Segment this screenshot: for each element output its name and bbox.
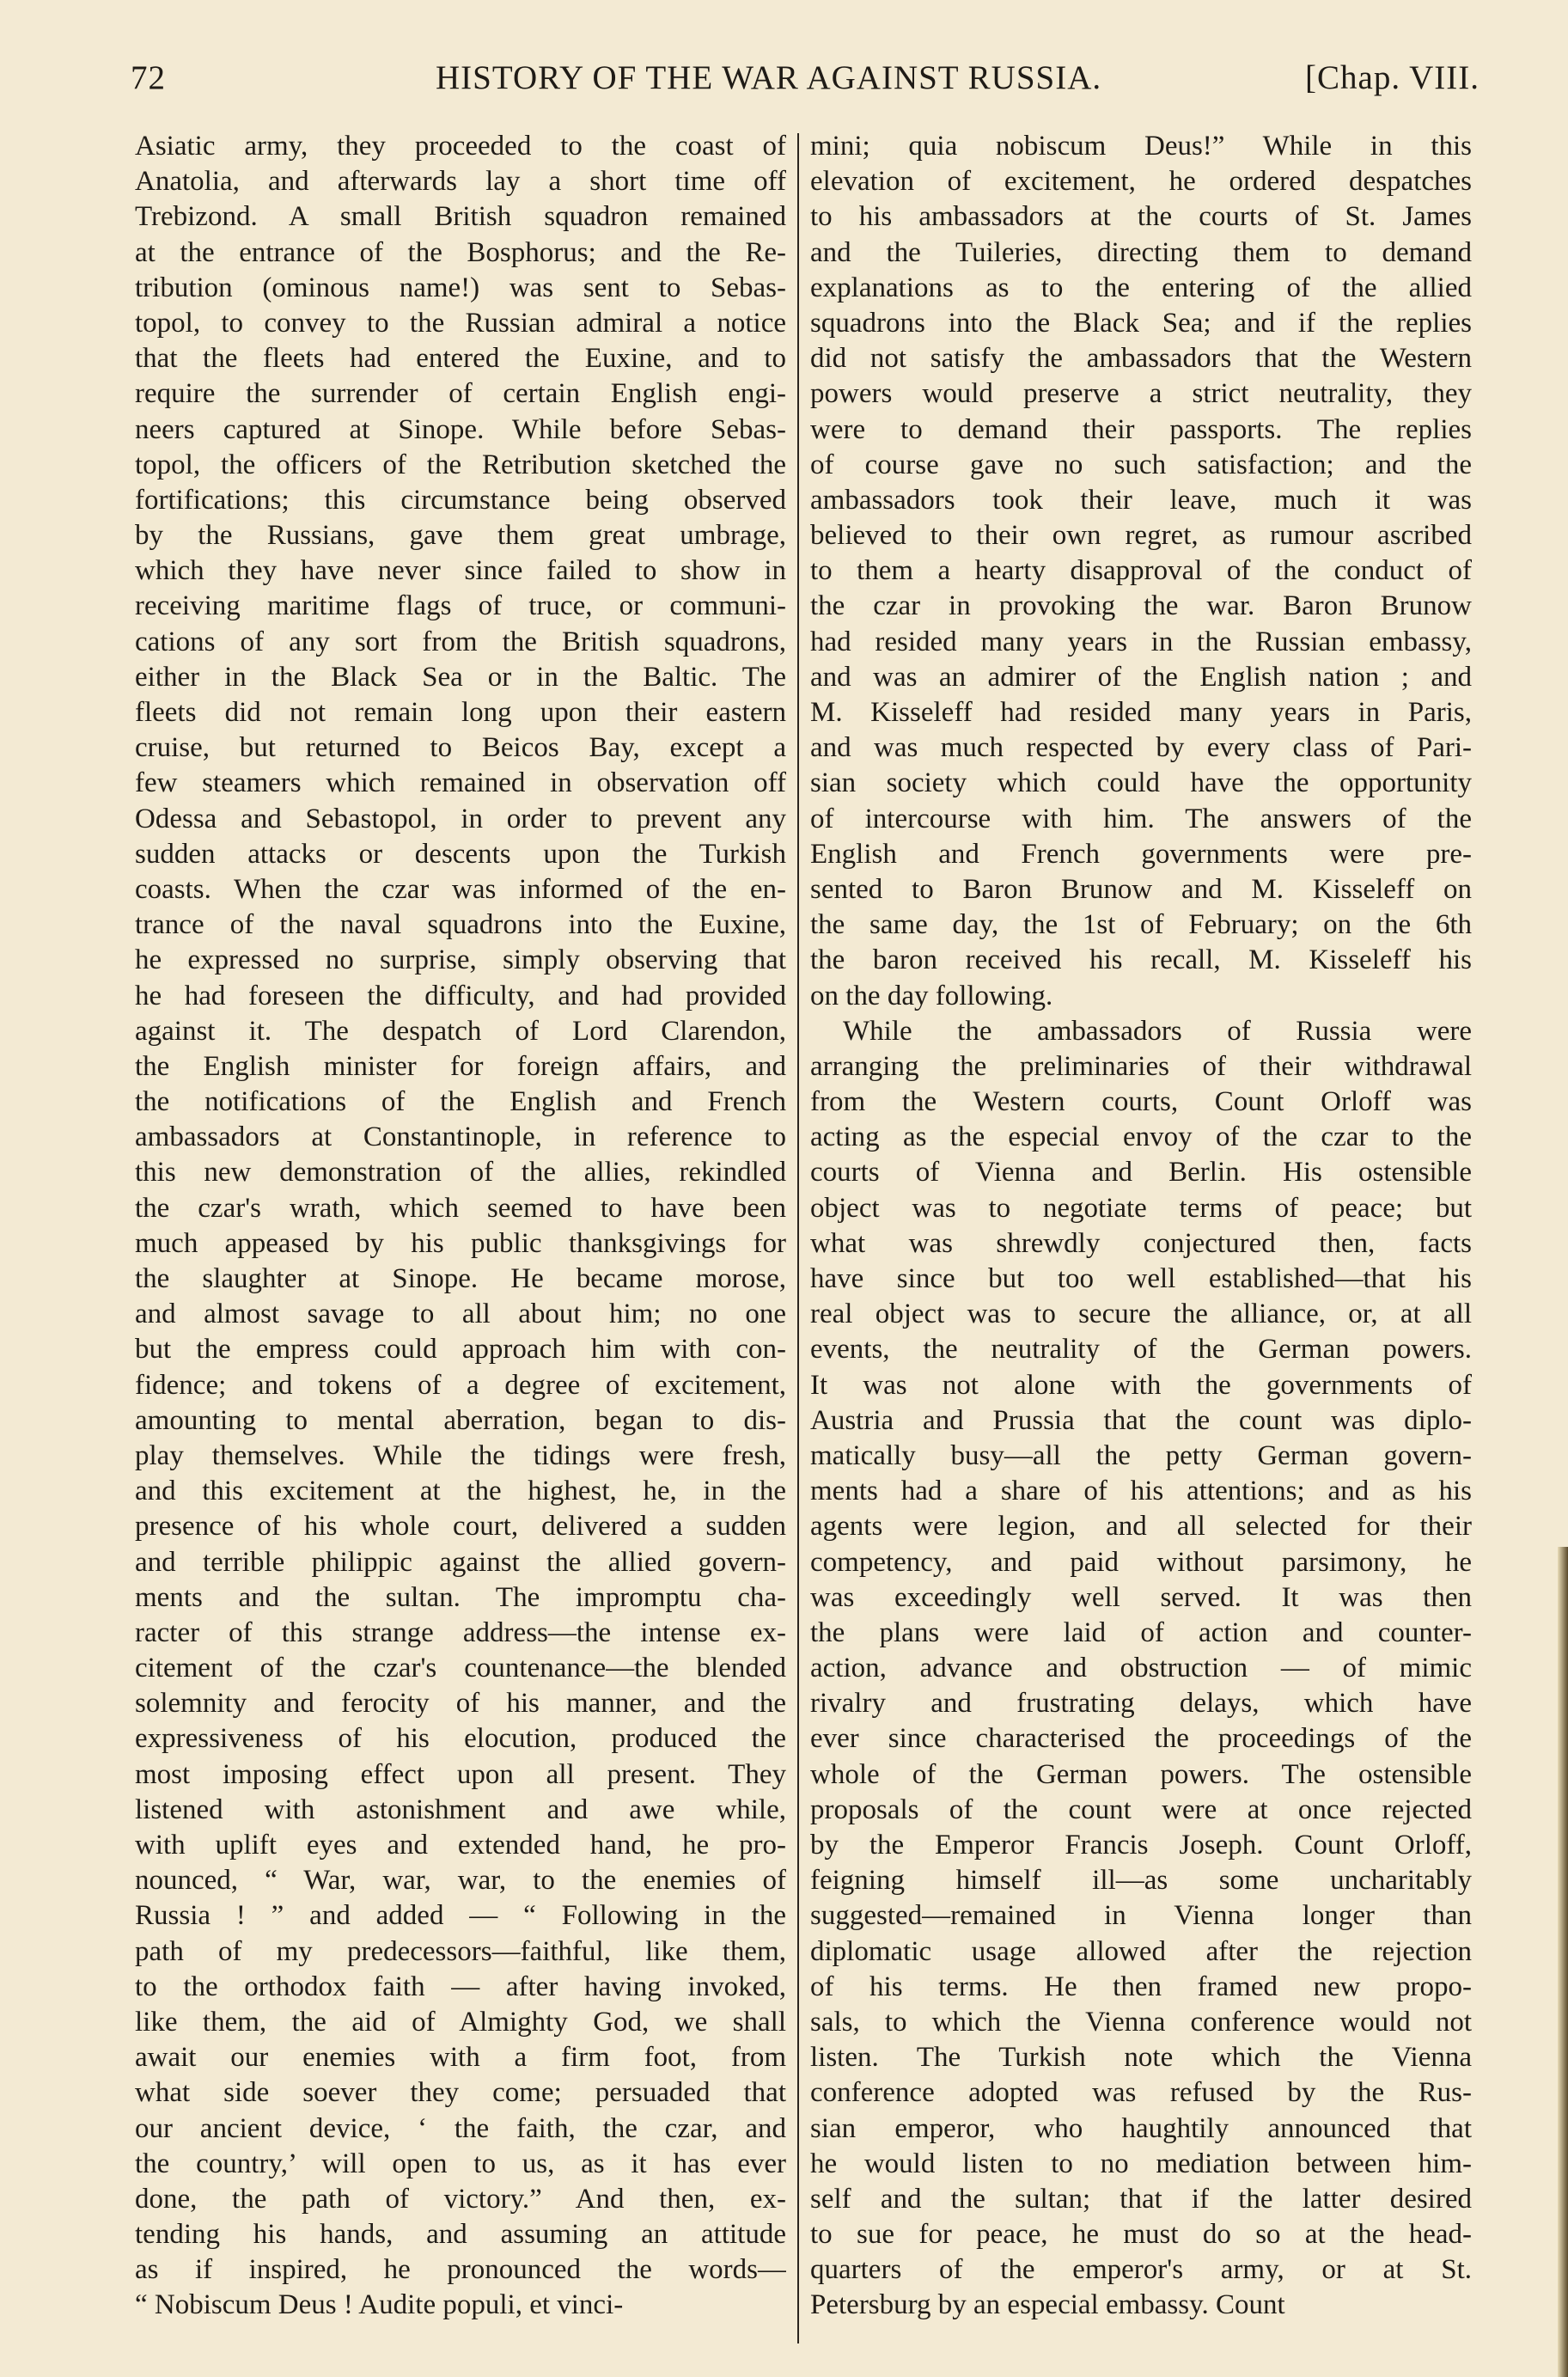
text-line: to them a hearty disapproval of the conduct of bbox=[810, 555, 1472, 587]
text-line: powers would preserve a strict neutrality, they bbox=[810, 378, 1472, 410]
right-column bbox=[810, 129, 1472, 2346]
text-line: object was to negotiate terms of peace; but bbox=[810, 1192, 1472, 1224]
text-line: the czar's wrath, which seemed to have been bbox=[135, 1192, 786, 1224]
text-line: have since but too well established—that his bbox=[810, 1263, 1472, 1294]
text-line: our ancient device, ‘ the faith, the czar, and bbox=[135, 2112, 786, 2144]
text-line: action, advance and obstruction — of mimic bbox=[810, 1653, 1472, 1684]
text-line: diplomatic usage allowed after the rejection bbox=[810, 1935, 1472, 1967]
chapter-label: [Chap. VIII. bbox=[1305, 59, 1480, 96]
text-line: fleets did not remain long upon their eastern bbox=[135, 697, 786, 728]
left-column bbox=[135, 129, 786, 2346]
text-line: elevation of excitement, he ordered despatches bbox=[810, 166, 1472, 198]
text-line: sian society which could have the opportunity bbox=[810, 767, 1472, 799]
text-line: Odessa and Sebastopol, in order to prevent any bbox=[135, 803, 786, 834]
text-line: proposals of the count were at once rejected bbox=[810, 1793, 1472, 1825]
text-line: matically busy—all the petty German govern- bbox=[810, 1439, 1472, 1471]
text-line: he had foreseen the difficulty, and had provided bbox=[135, 980, 786, 1011]
text-line: feigning himself ill—as some uncharitably bbox=[810, 1865, 1472, 1897]
text-line: arranging the preliminaries of their withdrawal bbox=[810, 1050, 1472, 1082]
text-line: path of my predecessors—faithful, like them, bbox=[135, 1935, 786, 1967]
text-line: racter of this strange address—the intense ex- bbox=[135, 1616, 786, 1648]
text-line: this new demonstration of the allies, rekindled bbox=[135, 1157, 786, 1188]
text-line: which they have never since failed to show in bbox=[135, 555, 786, 587]
text-line: Russia ! ” and added — “ Following in the bbox=[135, 1900, 786, 1932]
text-line: the notifications of the English and French bbox=[135, 1086, 786, 1118]
text-line: sudden attacks or descents upon the Turkish bbox=[135, 838, 786, 870]
text-line: While the ambassadors of Russia were bbox=[843, 1015, 1472, 1047]
text-line: most imposing effect upon all present. They bbox=[135, 1758, 786, 1790]
text-line: nounced, “ War, war, war, to the enemies of bbox=[135, 1865, 786, 1897]
text-line: had resided many years in the Russian embassy, bbox=[810, 626, 1472, 657]
text-line: and the Tuileries, directing them to demand bbox=[810, 236, 1472, 268]
text-line: he expressed no surprise, simply observing that bbox=[135, 944, 786, 976]
text-line: and terrible philippic against the allied govern- bbox=[135, 1546, 786, 1578]
text-line: ambassadors at Constantinople, in reference to bbox=[135, 1121, 786, 1153]
text-line: ever since characterised the proceedings of the bbox=[810, 1723, 1472, 1755]
text-line: ments and the sultan. The impromptu cha- bbox=[135, 1581, 786, 1613]
text-line: mini; quia nobiscum Deus!” While in this bbox=[810, 131, 1472, 162]
text-line: It was not alone with the governments of bbox=[810, 1369, 1472, 1401]
text-line: Anatolia, and afterwards lay a short time off bbox=[135, 166, 786, 198]
text-line: expressiveness of his elocution, produced the bbox=[135, 1723, 786, 1755]
text-line: whole of the German powers. The ostensible bbox=[810, 1758, 1472, 1790]
text-line: at the entrance of the Bosphorus; and the Re- bbox=[135, 236, 786, 268]
text-line: ambassadors took their leave, much it was bbox=[810, 484, 1472, 516]
text-line: quarters of the emperor's army, or at St. bbox=[810, 2254, 1472, 2286]
text-line: sals, to which the Vienna conference would not bbox=[810, 2006, 1472, 2038]
text-line: await our enemies with a firm foot, from bbox=[135, 2042, 786, 2074]
text-line: to his ambassadors at the courts of St. James bbox=[810, 201, 1472, 233]
text-line: competency, and paid without parsimony, he bbox=[810, 1546, 1472, 1578]
text-line: cations of any sort from the British squadrons, bbox=[135, 626, 786, 657]
text-line: acting as the especial envoy of the czar to the bbox=[810, 1121, 1472, 1153]
text-line: what was shrewdly conjectured then, facts bbox=[810, 1227, 1472, 1259]
text-line: Austria and Prussia that the count was diplo- bbox=[810, 1404, 1472, 1436]
text-line: English and French governments were pre- bbox=[810, 838, 1472, 870]
text-line: play themselves. While the tidings were fresh, bbox=[135, 1439, 786, 1471]
text-line: much appeased by his public thanksgivings for bbox=[135, 1227, 786, 1259]
text-line: listened with astonishment and awe while, bbox=[135, 1793, 786, 1825]
text-line: topol, to convey to the Russian admiral a notice bbox=[135, 307, 786, 339]
page-edge-shadow bbox=[1558, 1547, 1568, 2377]
page-number: 72 bbox=[131, 59, 166, 96]
text-line: the plans were laid of action and counter- bbox=[810, 1616, 1472, 1648]
text-line: of intercourse with him. The answers of the bbox=[810, 803, 1472, 834]
text-line: the slaughter at Sinope. He became morose, bbox=[135, 1263, 786, 1294]
text-line: citement of the czar's countenance—the blended bbox=[135, 1653, 786, 1684]
text-line: M. Kisseleff had resided many years in Paris, bbox=[810, 697, 1472, 728]
text-line: the same day, the 1st of February; on the 6th bbox=[810, 909, 1472, 941]
text-line: by the Emperor Francis Joseph. Count Orloff, bbox=[810, 1830, 1472, 1861]
text-line: was exceedingly well served. It was then bbox=[810, 1581, 1472, 1613]
text-line: trance of the naval squadrons into the Euxine, bbox=[135, 909, 786, 941]
text-line: coasts. When the czar was informed of the en- bbox=[135, 873, 786, 905]
text-line: with uplift eyes and extended hand, he pro- bbox=[135, 1830, 786, 1861]
text-line: rivalry and frustrating delays, which have bbox=[810, 1688, 1472, 1720]
text-line: were to demand their passports. The replies bbox=[810, 413, 1472, 445]
text-line: conference adopted was refused by the Rus- bbox=[810, 2077, 1472, 2109]
text-line: he would listen to no mediation between him- bbox=[810, 2148, 1472, 2179]
text-line: solemnity and ferocity of his manner, and the bbox=[135, 1688, 786, 1720]
text-line: listen. The Turkish note which the Vienna bbox=[810, 2042, 1472, 2074]
text-line: and this excitement at the highest, he, in the bbox=[135, 1476, 786, 1507]
text-line: courts of Vienna and Berlin. His ostensible bbox=[810, 1157, 1472, 1188]
text-line: “ Nobiscum Deus ! Audite populi, et vinci- bbox=[135, 2289, 624, 2321]
text-line: fidence; and tokens of a degree of excitement, bbox=[135, 1369, 786, 1401]
text-line: suggested—remained in Vienna longer than bbox=[810, 1900, 1472, 1932]
text-line: events, the neutrality of the German powers. bbox=[810, 1334, 1472, 1366]
text-line: and almost savage to all about him; no one bbox=[135, 1298, 786, 1330]
running-title: HISTORY OF THE WAR AGAINST RUSSIA. bbox=[436, 59, 1102, 96]
text-line: from the Western courts, Count Orloff was bbox=[810, 1086, 1472, 1118]
text-line: either in the Black Sea or in the Baltic. The bbox=[135, 661, 786, 693]
text-line: agents were legion, and all selected for their bbox=[810, 1511, 1472, 1543]
text-line: but the empress could approach him with con- bbox=[135, 1334, 786, 1366]
text-line: squadrons into the Black Sea; and if the replies bbox=[810, 307, 1472, 339]
text-line: tending his hands, and assuming an attitude bbox=[135, 2219, 786, 2251]
text-line: as if inspired, he pronounced the words— bbox=[135, 2254, 786, 2286]
text-line: few steamers which remained in observation off bbox=[135, 767, 786, 799]
text-line: receiving maritime flags of truce, or communi- bbox=[135, 590, 786, 622]
text-line: that the fleets had entered the Euxine, and to bbox=[135, 343, 786, 375]
text-line: Trebizond. A small British squadron remained bbox=[135, 201, 786, 233]
text-line: to sue for peace, he must do so at the head- bbox=[810, 2219, 1472, 2251]
text-line: of his terms. He then framed new propo- bbox=[810, 1971, 1472, 2002]
text-line: Petersburg by an especial embassy. Count bbox=[810, 2289, 1285, 2321]
text-line: the English minister for foreign affairs, and bbox=[135, 1050, 786, 1082]
text-line: tribution (ominous name!) was sent to Sebas- bbox=[135, 272, 786, 303]
text-line: done, the path of victory.” And then, ex- bbox=[135, 2183, 786, 2215]
text-line: did not satisfy the ambassadors that the Western bbox=[810, 343, 1472, 375]
text-line: Asiatic army, they proceeded to the coast of bbox=[135, 131, 786, 162]
text-line: self and the sultan; that if the latter desired bbox=[810, 2183, 1472, 2215]
running-header bbox=[131, 50, 1480, 110]
text-line: and was an admirer of the English nation ; and bbox=[810, 661, 1472, 693]
text-line: believed to their own regret, as rumour ascribed bbox=[810, 520, 1472, 552]
text-line: to the orthodox faith — after having invoked, bbox=[135, 1971, 786, 2002]
text-line: cruise, but returned to Beicos Bay, except a bbox=[135, 732, 786, 764]
text-line: against it. The despatch of Lord Clarendon, bbox=[135, 1015, 786, 1047]
text-line: topol, the officers of the Retribution sketched the bbox=[135, 449, 786, 480]
text-line: ments had a share of his attentions; and as his bbox=[810, 1476, 1472, 1507]
text-line: sian emperor, who haughtily announced that bbox=[810, 2112, 1472, 2144]
text-line: real object was to secure the alliance, or, at all bbox=[810, 1298, 1472, 1330]
text-line: neers captured at Sinope. While before Sebas- bbox=[135, 413, 786, 445]
text-line: like them, the aid of Almighty God, we shall bbox=[135, 2006, 786, 2038]
text-line: the country,’ will open to us, as it has ever bbox=[135, 2148, 786, 2179]
text-line: require the surrender of certain English engi- bbox=[135, 378, 786, 410]
column-divider bbox=[797, 133, 799, 2343]
text-line: sented to Baron Brunow and M. Kisseleff on bbox=[810, 873, 1472, 905]
text-line: presence of his whole court, delivered a sudden bbox=[135, 1511, 786, 1543]
text-line: fortifications; this circumstance being observed bbox=[135, 484, 786, 516]
text-line: explanations as to the entering of the allied bbox=[810, 272, 1472, 303]
text-line: what side soever they come; persuaded that bbox=[135, 2077, 786, 2109]
text-line: of course gave no such satisfaction; and the bbox=[810, 449, 1472, 480]
text-line: amounting to mental aberration, began to dis- bbox=[135, 1404, 786, 1436]
text-line: by the Russians, gave them great umbrage, bbox=[135, 520, 786, 552]
text-line: the czar in provoking the war. Baron Brunow bbox=[810, 590, 1472, 622]
text-line: on the day following. bbox=[810, 980, 1053, 1011]
text-line: and was much respected by every class of Pari- bbox=[810, 732, 1472, 764]
text-line: the baron received his recall, M. Kisseleff his bbox=[810, 944, 1472, 976]
